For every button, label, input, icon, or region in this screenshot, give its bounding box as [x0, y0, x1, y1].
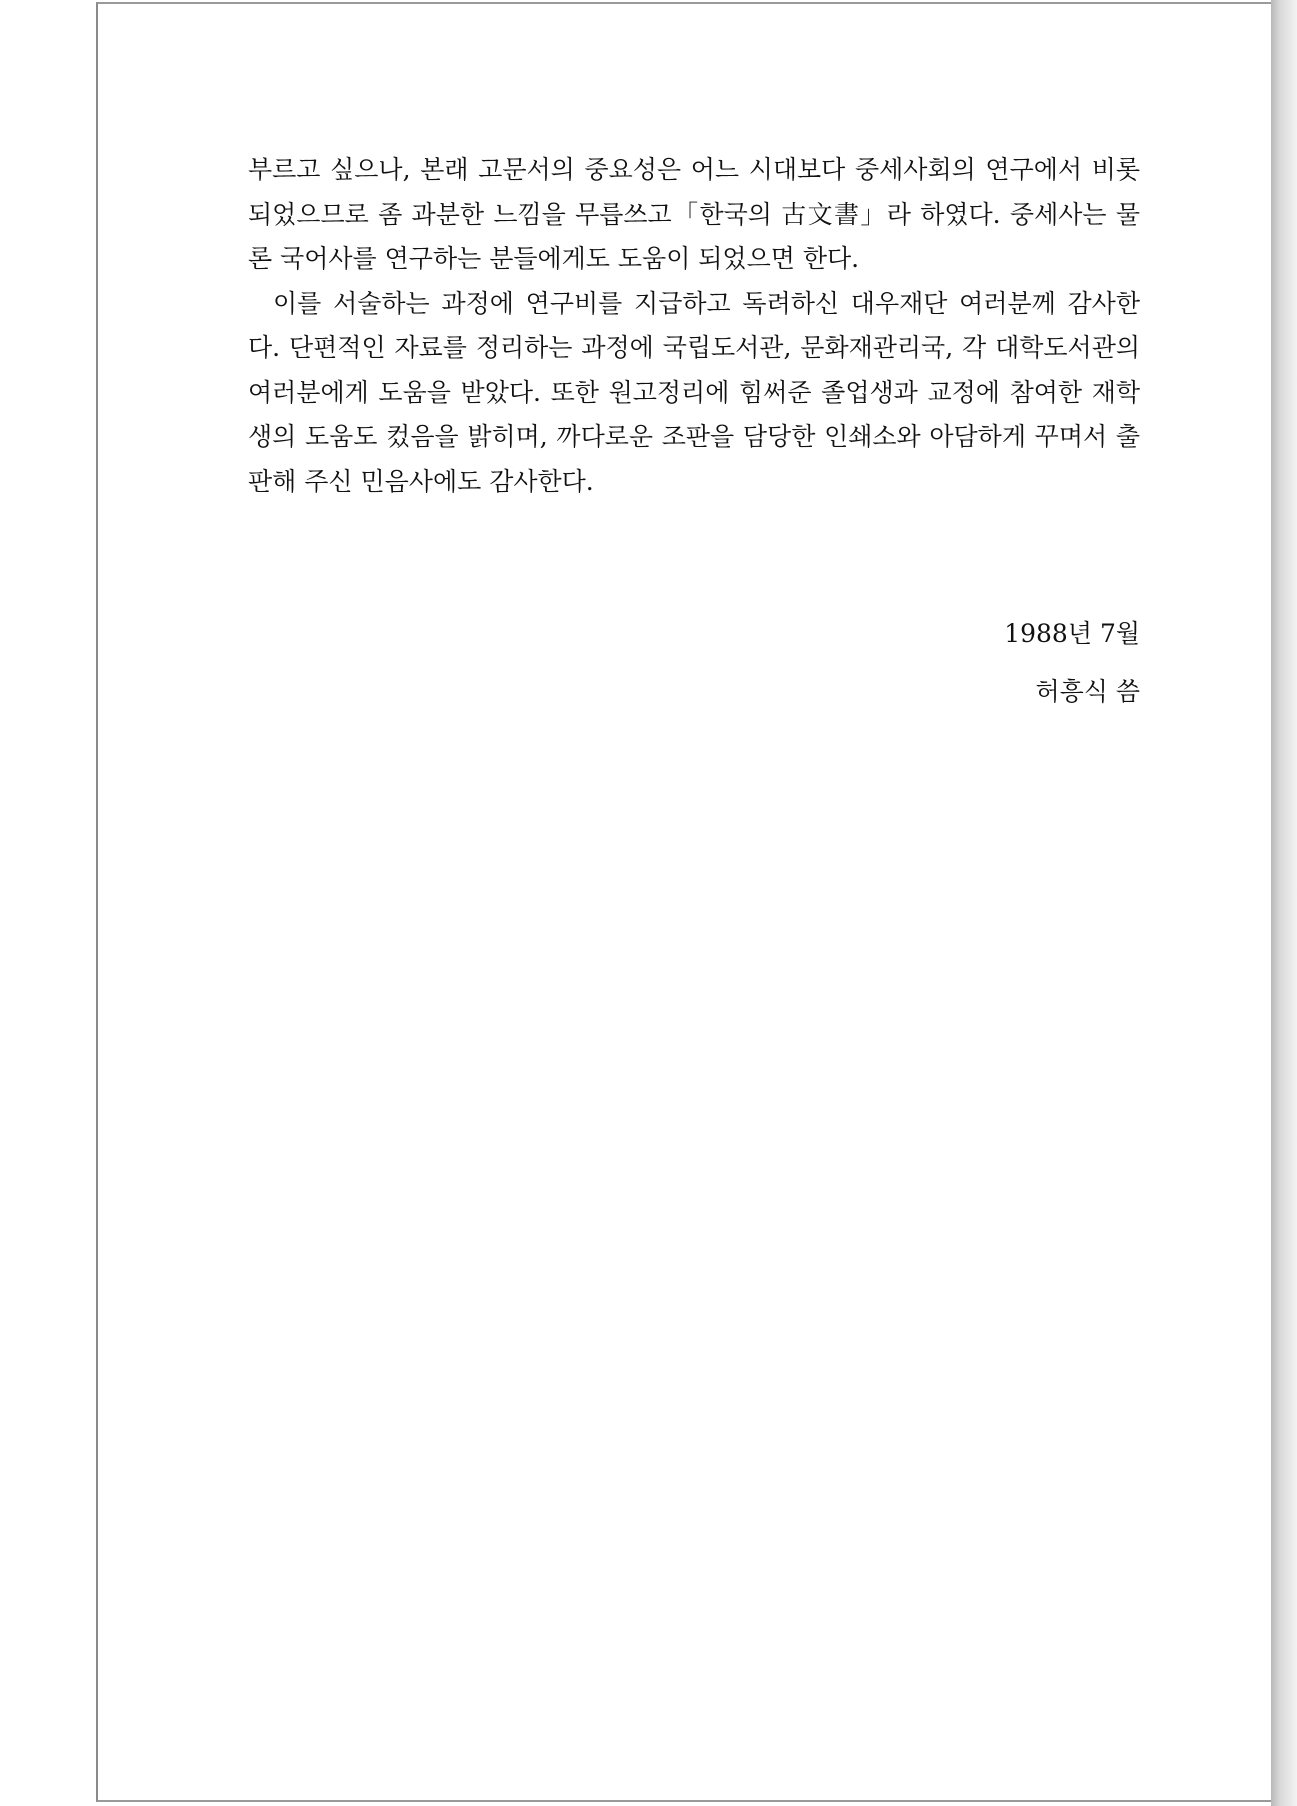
paragraph-2: 이를 서술하는 과정에 연구비를 지급하고 독려하신 대우재단 여러분께 감사한다. 단편적인 자료를 정리하는 과정에 국립도서관, 문화재관리국, 각 대학도서관의 여러분에게 도움을 받았다. 또한 원고정리에 힘써준 졸업생과 교정에 참여한 재학생의 도움도 컸음을 밝히며, 까다로운 조판을 담당한 인쇄소와 아담하게 꾸며서 출판해 주신 민음사에도 감사한다. — [248, 288, 1140, 496]
paragraph-1: 부르고 싶으나, 본래 고문서의 중요성은 어느 시대보다 중세사회의 연구에서 비롯되었으므로 좀 과분한 느낌을 무릅쓰고「한국의 古文書」라 하였다. 중세사는 물론 국어사를 연구하는 분들에게도 도움이 되었으면 한다. — [248, 155, 1140, 273]
body-text — [248, 148, 1140, 504]
page-edge-shadow — [1271, 0, 1297, 1806]
signature-date: 1988년 7월 — [1004, 619, 1140, 648]
signature-author: 허흥식 씀 — [1035, 677, 1140, 706]
